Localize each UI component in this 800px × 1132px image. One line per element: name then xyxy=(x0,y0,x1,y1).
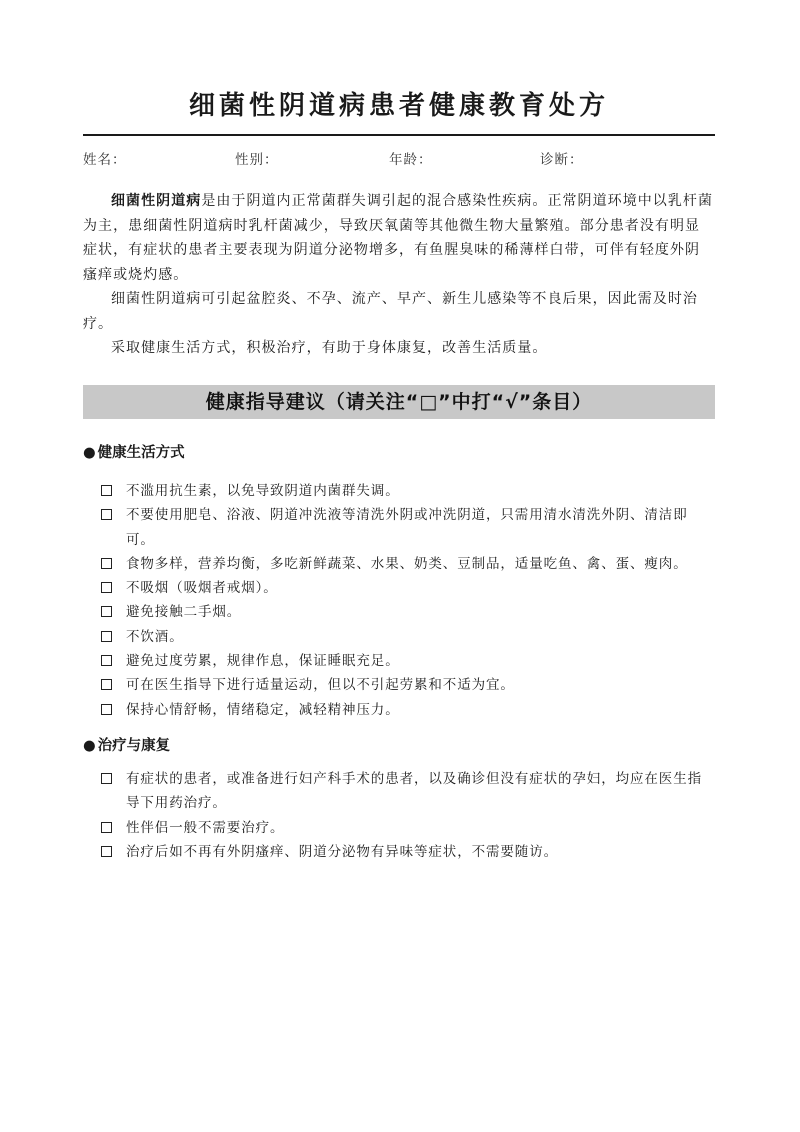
list-item-text: 不要使用肥皂、浴液、阴道冲洗液等清洗外阴或冲洗阴道，只需用清水清洗外阴、清洁即可。 xyxy=(126,507,688,548)
intro-paragraph-3: 采取健康生活方式，积极治疗，有助于身体康复，改善生活质量。 xyxy=(111,340,548,356)
checkbox-icon[interactable] xyxy=(101,606,112,617)
list-item xyxy=(83,576,715,600)
list-item xyxy=(83,479,715,503)
group-heading-label: 治疗与康复 xyxy=(97,738,171,754)
checkbox-icon[interactable] xyxy=(101,655,112,666)
gender-label: 性别： xyxy=(235,152,279,168)
list-item-text: 可在医生指导下进行适量运动，但以不引起劳累和不适为宜。 xyxy=(126,677,515,694)
checkbox-icon[interactable] xyxy=(101,846,112,857)
list-item-text: 有症状的患者，或准备进行妇产科手术的患者，以及确诊但没有症状的孕妇，均应在医生指导下用药治疗。 xyxy=(126,771,702,812)
checkbox-icon[interactable] xyxy=(101,485,112,496)
age-label: 年龄： xyxy=(389,152,433,168)
page-title: 细菌性阴道病患者健康教育处方 xyxy=(188,91,609,121)
list-item xyxy=(83,600,715,624)
group-healthy-lifestyle xyxy=(83,442,715,722)
name-label: 姓名： xyxy=(83,152,127,168)
list-item-text: 性伴侣一般不需要治疗。 xyxy=(126,819,285,836)
checklist xyxy=(83,767,715,864)
group-treatment-recovery xyxy=(83,735,715,864)
bullet-icon: ● xyxy=(83,445,96,461)
intro-text xyxy=(83,189,715,361)
patient-info-row xyxy=(83,149,715,171)
intro-paragraph-1 xyxy=(83,189,715,287)
list-item-text: 避免接触二手烟。 xyxy=(126,604,242,621)
group-heading xyxy=(83,735,715,757)
section-heading-bar: 健康指导建议（请关注“□”中打“√”条目） xyxy=(83,385,715,419)
checkbox-icon[interactable] xyxy=(101,679,112,690)
list-item xyxy=(83,649,715,673)
list-item xyxy=(83,552,715,576)
list-item xyxy=(83,698,715,722)
intro-paragraph-2: 细菌性阴道病可引起盆腔炎、不孕、流产、早产、新生儿感染等不良后果，因此需及时治疗。 xyxy=(83,291,698,332)
list-item-text: 不滥用抗生素，以免导致阴道内菌群失调。 xyxy=(126,483,400,499)
intro-paragraph-1-text: 是由于阴道内正常菌群失调引起的混合感染性疾病。正常阴道环境中以乳杆菌为主，患细菌性阴道病时乳杆菌减少，导致厌氧菌等其他微生物大量繁殖。部分患者没有明显症状，有症状的患者主要表现为阴道分泌物增多，有鱼腥臭味的稀薄样白带，可伴有轻度外阴瘙痒或烧灼感。 xyxy=(83,193,714,283)
checkbox-icon[interactable] xyxy=(101,631,112,642)
disease-name: 细菌性阴道病 xyxy=(111,193,202,209)
list-item xyxy=(83,673,715,697)
group-heading-label: 健康生活方式 xyxy=(97,445,185,461)
list-item-text: 不吸烟（吸烟者戒烟）。 xyxy=(126,580,278,597)
list-item-text: 治疗后如不再有外阴瘙痒、阴道分泌物有异味等症状，不需要随访。 xyxy=(126,843,558,860)
list-item-text: 食物多样，营养均衡，多吃新鲜蔬菜、水果、奶类、豆制品，适量吃鱼、禽、蛋、瘦肉。 xyxy=(126,555,688,572)
checkbox-icon[interactable] xyxy=(101,558,112,569)
list-item-text: 避免过度劳累，规律作息，保证睡眠充足。 xyxy=(126,653,400,670)
group-heading xyxy=(83,442,715,464)
list-item xyxy=(83,767,715,816)
checkbox-icon[interactable] xyxy=(101,773,112,784)
list-item xyxy=(83,625,715,649)
list-item xyxy=(83,840,715,864)
list-item-text: 保持心情舒畅，情绪稳定，减轻精神压力。 xyxy=(126,701,400,718)
list-item xyxy=(83,816,715,840)
bullet-icon: ● xyxy=(83,738,96,754)
list-item-text: 不饮酒。 xyxy=(126,628,184,645)
checkbox-icon[interactable] xyxy=(101,822,112,833)
checkbox-icon[interactable] xyxy=(101,582,112,593)
title-divider xyxy=(83,134,715,136)
diagnosis-label: 诊断： xyxy=(540,152,584,168)
checkbox-icon[interactable] xyxy=(101,509,112,520)
list-item xyxy=(83,503,715,552)
checkbox-icon[interactable] xyxy=(101,704,112,715)
checklist xyxy=(83,479,715,722)
